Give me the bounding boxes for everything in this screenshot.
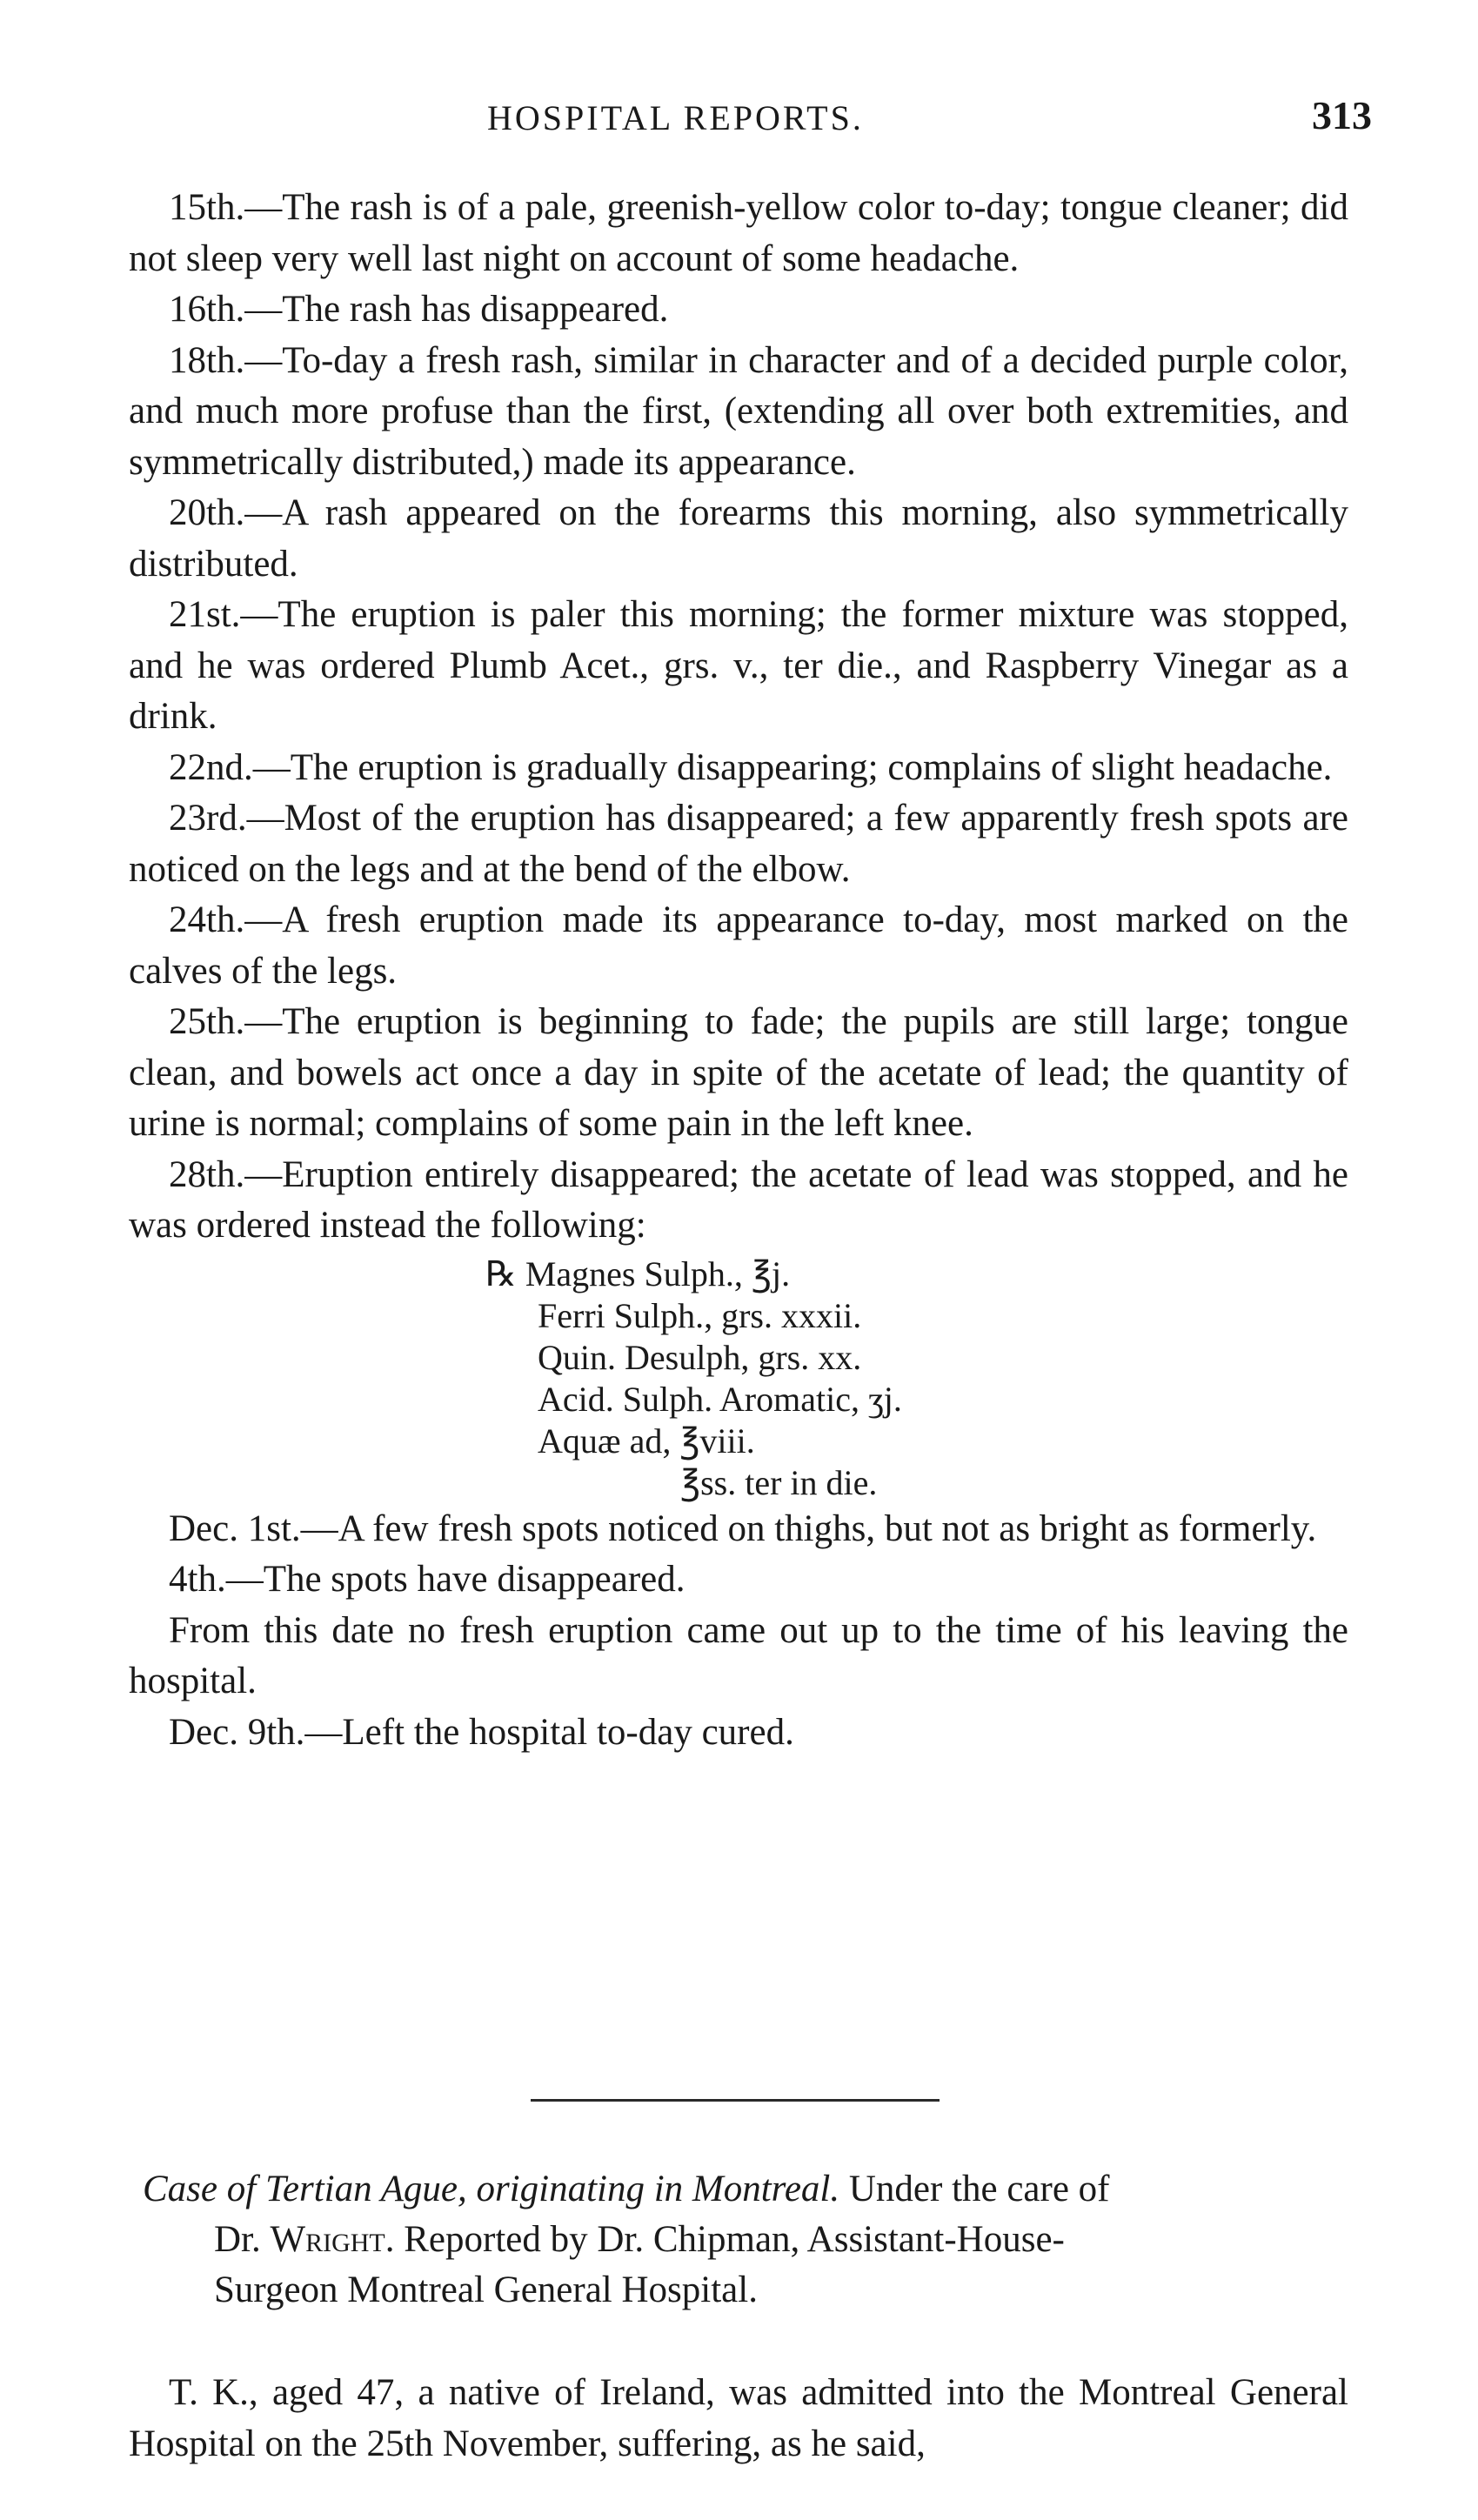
prescription-line: ℞ Magnes Sulph., ℥j. [485, 1253, 791, 1293]
entry-dec-1st: Dec. 1st.—A few fresh spots noticed on thighs, but not as bright as formerly. [169, 1507, 1317, 1549]
entry-28th: 28th.—Eruption entirely disappeared; the acetate of lead was stopped, and he was ordered instead the following: [129, 1153, 1348, 1246]
entry-24th: 24th.—A fresh eruption made its appearance to-day, most marked on the calves of the legs. [129, 899, 1348, 992]
entry-20th: 20th.—A rash appeared on the forearms this morning, also symmetrically distributed. [129, 492, 1348, 585]
case-heading-line-2 [143, 2215, 1348, 2265]
case-title-rest: Under the care of [839, 2169, 1110, 2209]
prescription-line: Ferri Sulph., grs. xxxii. [538, 1295, 862, 1335]
entry-dec-9th: Dec. 9th.—Left the hospital to-day cured. [169, 1711, 794, 1753]
prescription-line: Quin. Desulph, grs. xx. [538, 1337, 862, 1377]
prescription-line: Acid. Sulph. Aromatic, ʒj. [538, 1379, 902, 1419]
prescription [129, 1253, 1348, 1504]
entry-from-this-date: From this date no fresh eruption came out up to the time of his leaving the hospital. [129, 1609, 1348, 1701]
entry-21st: 21st.—The eruption is paler this morning; the former mixture was stopped, and he was ordered Plumb Acet., grs. v., ter die., and Raspberry Vinegar as a drink. [129, 594, 1348, 737]
case-heading-line-3: Surgeon Montreal General Hospital. [214, 2269, 758, 2310]
case-notes [129, 183, 1348, 1758]
section-divider [531, 2099, 940, 2102]
page-number: 313 [1312, 93, 1372, 137]
entry-25th: 25th.—The eruption is beginning to fade; the pupils are still large; tongue clean, and bowels act once a day in spite of the acetate of lead; the quantity of urine is normal; complains of some pain in the left knee. [129, 1001, 1348, 1144]
entry-16th: 16th.—The rash has disappeared. [169, 289, 669, 330]
case-title: Case of Tertian Ague, originating in Montreal. [143, 2169, 840, 2209]
case-heading-prefix: Dr. [214, 2219, 271, 2260]
entry-18th: 18th.—To-day a fresh rash, similar in character and of a decided purple color, and much more profuse than the first, (extending all over both extremities, and symmetrically distributed,) made its appearance. [129, 339, 1348, 483]
case-heading-line-1 [143, 2164, 1348, 2215]
running-title: HOSPITAL REPORTS. [487, 98, 864, 137]
case-body [129, 2368, 1348, 2470]
case-heading [143, 2164, 1348, 2316]
entry-23rd: 23rd.—Most of the eruption has disappeared; a few apparently fresh spots are noticed on the legs and at the bend of the elbow. [129, 798, 1348, 890]
prescription-dose: ℥ss. ter in die. [680, 1462, 878, 1502]
prescription-line: Aquæ ad, ℥viii. [538, 1420, 755, 1461]
case-opening-paragraph: T. K., aged 47, a native of Ireland, was admitted into the Montreal General Hospital on the 25th November, suffering, as he said, [129, 2372, 1348, 2464]
entry-15th: 15th.—The rash is of a pale, greenish-yellow color to-day; tongue cleaner; did not sleep very well last night on account of some headache. [129, 187, 1348, 279]
doctor-name: Wright [270, 2219, 385, 2260]
entry-4th: 4th.—The spots have disappeared. [169, 1559, 685, 1600]
case-heading-reporter: . Reported by Dr. Chipman, Assistant-House- [385, 2219, 1065, 2260]
entry-22nd: 22nd.—The eruption is gradually disappearing; complains of slight headache. [169, 746, 1333, 788]
